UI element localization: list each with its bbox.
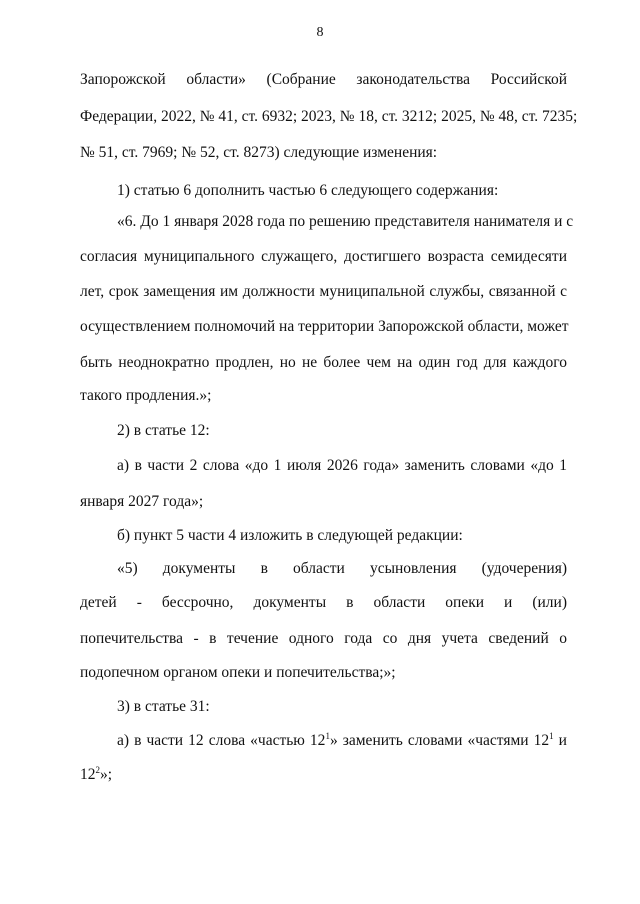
text-line: попечительства - в течение одного года со дня учета сведений о [80, 630, 567, 647]
text-line: № 51, ст. 7969; № 52, ст. 8273) следующие изменения: [80, 144, 438, 161]
text-segment: » заменить словами «частями 12 [329, 732, 550, 749]
text-line-with-superscripts [117, 731, 567, 751]
text-line: лет, срок замещения им должности муниципальной службы, связанной с [80, 283, 567, 300]
text-line-with-superscripts [80, 765, 567, 785]
text-segment: а) в части 12 слова «частью 12 [117, 732, 326, 749]
text-line: подопечном органом опеки и попечительства;»; [80, 664, 396, 681]
text-line: 2) в статье 12: [117, 422, 210, 439]
text-line: согласия муниципального служащего, достигшего возраста семидесяти [80, 248, 567, 265]
text-line: «5) документы в области усыновления (удочерения) [117, 560, 567, 577]
text-line: января 2027 года»; [80, 493, 204, 510]
text-segment: и [553, 732, 567, 749]
text-line: Федерации, 2022, № 41, ст. 6932; 2023, № 18, ст. 3212; 2025, № 48, ст. 7235; [80, 108, 578, 125]
superscript: 1 [325, 731, 330, 741]
text-line: б) пункт 5 части 4 изложить в следующей редакции: [117, 527, 463, 544]
text-line: а) в части 2 слова «до 1 июля 2026 года» заменить словами «до 1 [117, 457, 567, 474]
page-number: 8 [316, 25, 324, 40]
text-line: 3) в статье 31: [117, 698, 210, 715]
text-line: 1) статью 6 дополнить частью 6 следующего содержания: [117, 182, 499, 199]
text-line: Запорожской области» (Собрание законодательства Российской [80, 71, 567, 88]
text-segment: »; [100, 766, 113, 783]
text-line: быть неоднократно продлен, но не более чем на один год для каждого [80, 354, 567, 371]
text-line: такого продления.»; [80, 387, 212, 404]
text-line: детей - бессрочно, документы в области опеки и (или) [80, 594, 567, 611]
superscript: 2 [95, 765, 100, 775]
text-line: «6. До 1 января 2028 года по решению представителя нанимателя и с [117, 213, 574, 230]
superscript: 1 [549, 731, 554, 741]
text-segment: 12 [80, 766, 96, 783]
text-line: осуществлением полномочий на территории Запорожской области, может [80, 318, 569, 335]
